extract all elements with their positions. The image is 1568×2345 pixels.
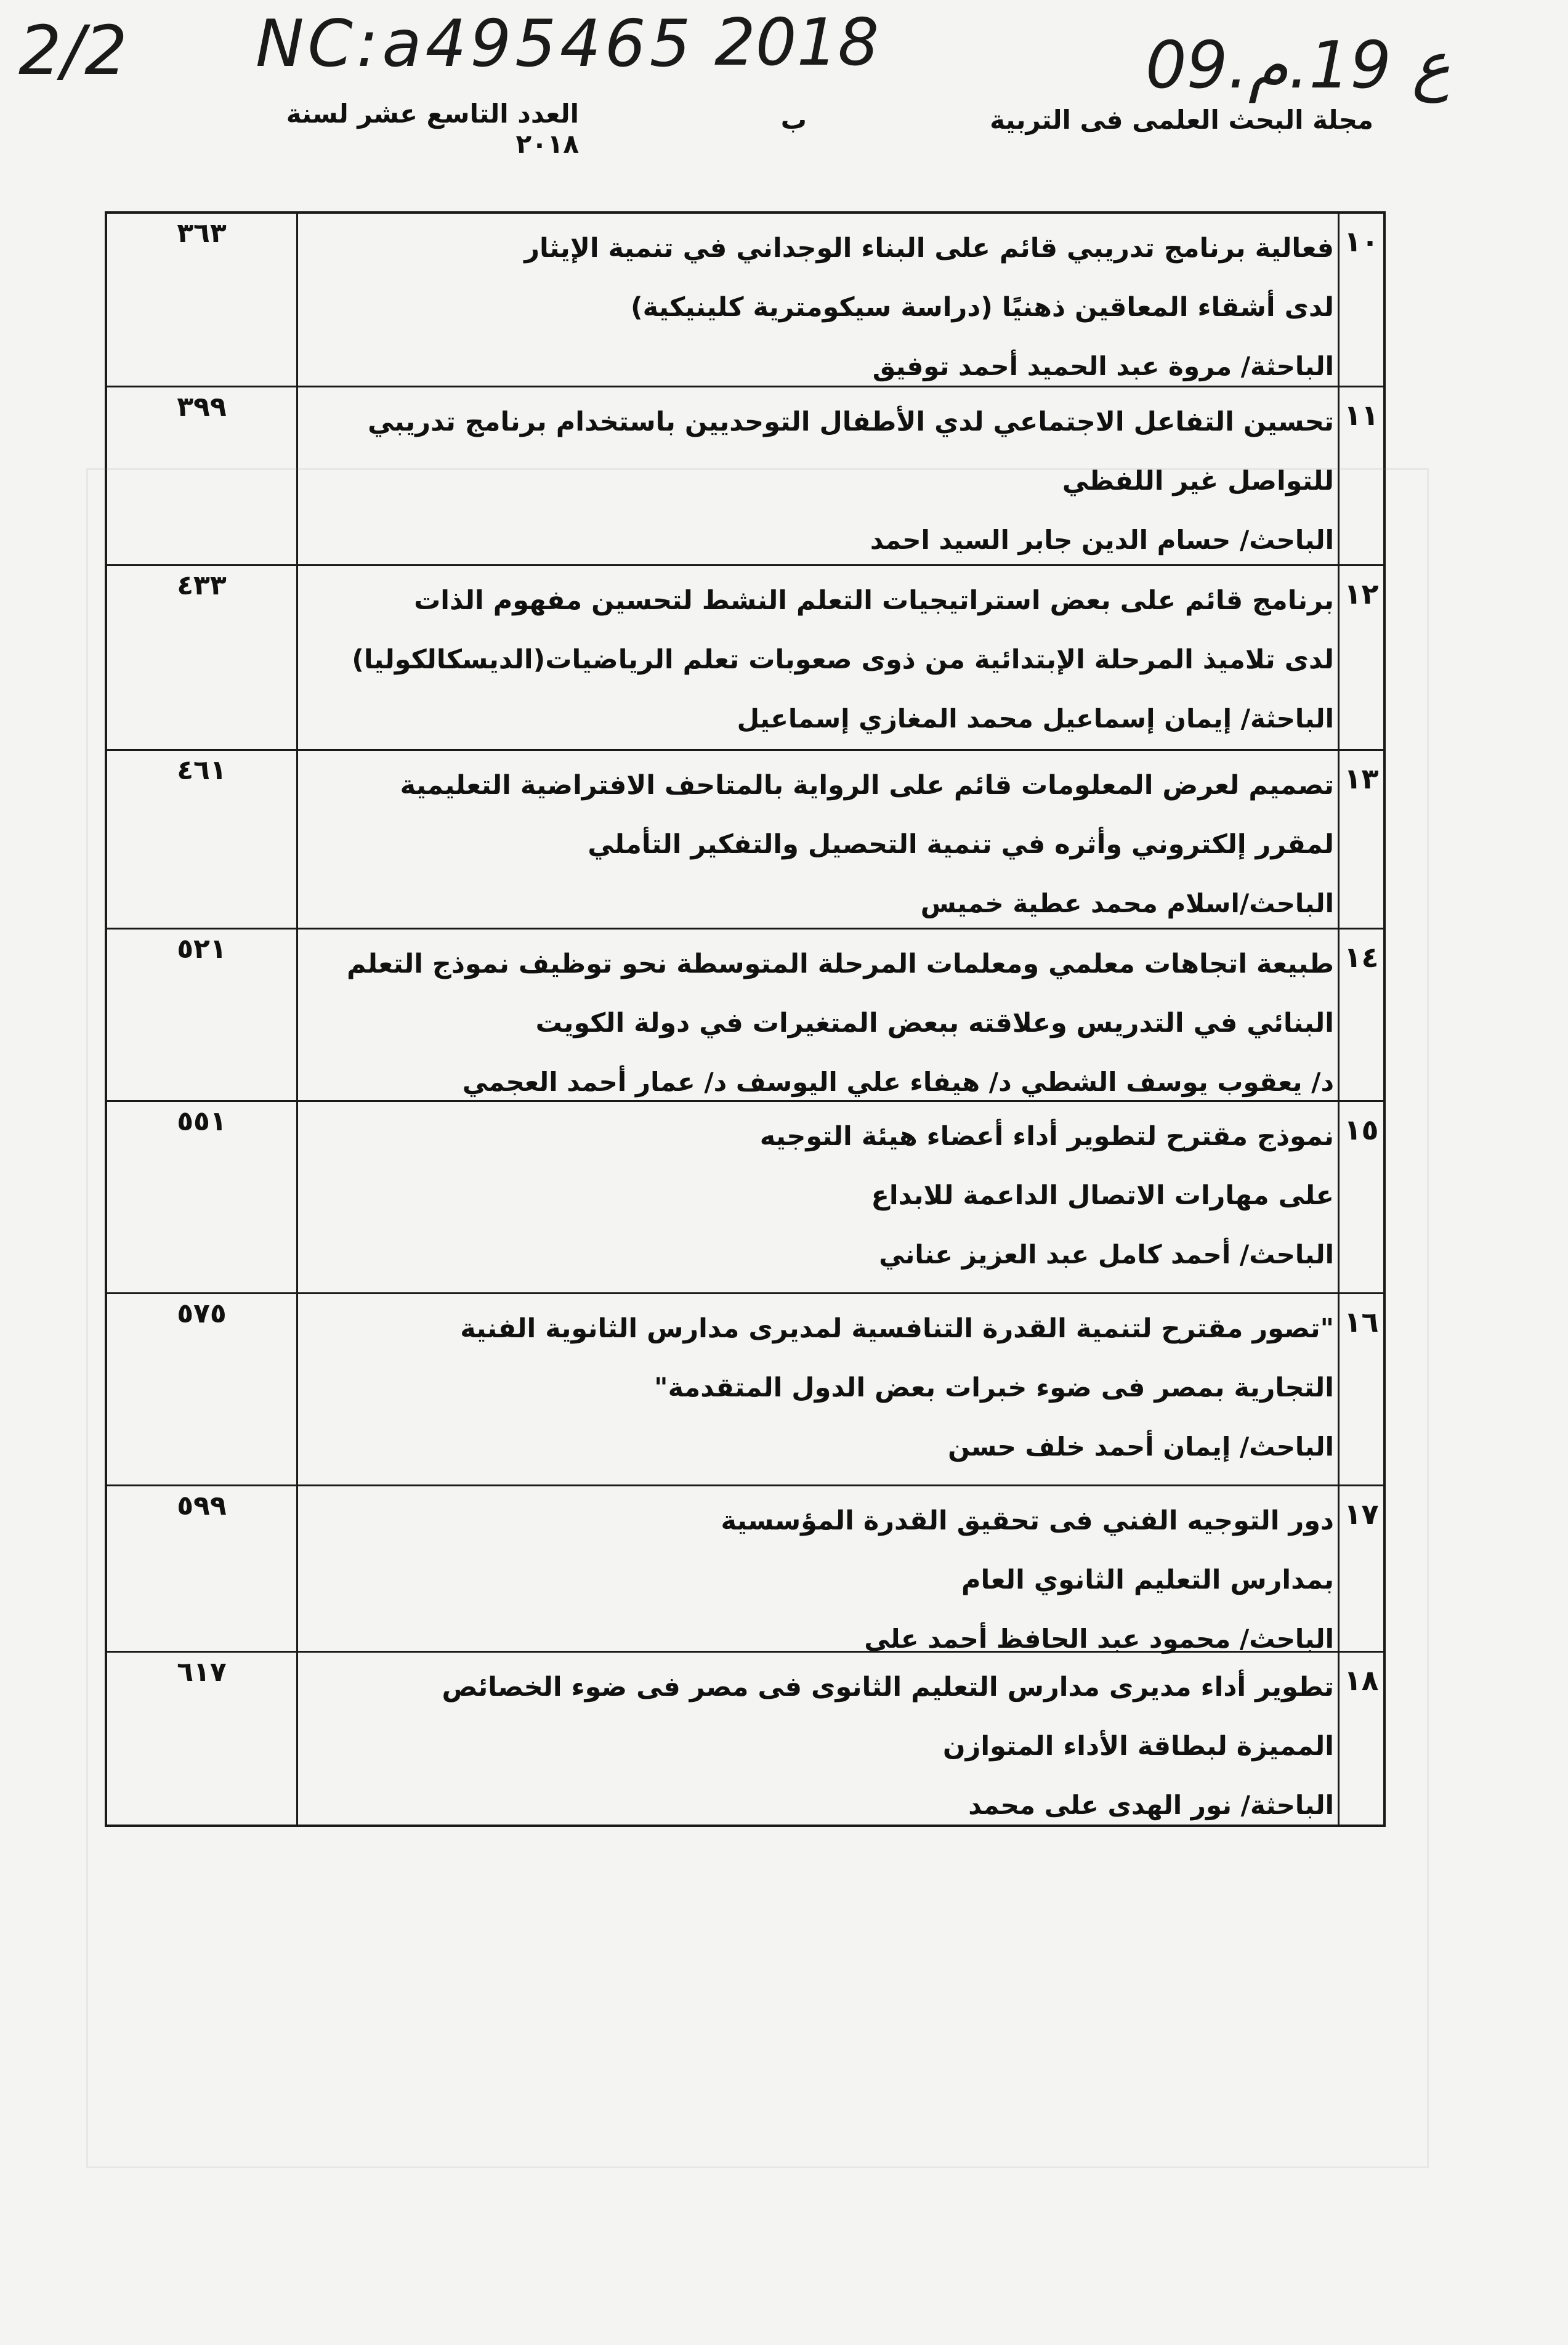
handwritten-page-mark: 2/2 (18, 11, 128, 90)
entry-author: الباحث/اسلام محمد عطية خميس (920, 888, 1334, 918)
entry-page-number: ٣٩٩ (107, 387, 298, 564)
entry-author: الباحث/ محمود عبد الحافظ أحمد على (864, 1624, 1334, 1654)
entry-title-line: طبيعة اتجاهات معلمي ومعلمات المرحلة المتوسطة نحو توظيف نموذج التعلم (346, 949, 1334, 979)
entry-number: ١٥ (1338, 1102, 1383, 1292)
entry-title-line: فعالية برنامج تدريبي قائم على البناء الوجداني في تنمية الإيثار (524, 233, 1334, 264)
entry-number: ١٦ (1338, 1294, 1383, 1484)
entry-title-line: تطوير أداء مديرى مدارس التعليم الثانوى فى مصر فى ضوء الخصائص (442, 1672, 1334, 1703)
entry-page-number: ٥٥١ (107, 1102, 298, 1292)
entry-title-line: دور التوجيه الفني فى تحقيق القدرة المؤسسية (721, 1505, 1334, 1536)
entry-author: الباحث/ أحمد كامل عبد العزيز عناني (879, 1239, 1334, 1270)
entry-title-line: لدى تلاميذ المرحلة الإبتدائية من ذوى صعوبات تعلم الرياضيات(الديسكالكوليا) (352, 644, 1334, 675)
entry-author: الباحثة/ نور الهدى على محمد (968, 1790, 1334, 1820)
entry-number: ١٣ (1338, 751, 1383, 928)
entry-number: ١١ (1338, 387, 1383, 564)
entry-number: ١٧ (1338, 1486, 1383, 1651)
entry-title-line: "تصور مقترح لتنمية القدرة التنافسية لمديرى مدارس الثانوية الفنية (460, 1313, 1334, 1344)
entry-page-number: ٤٦١ (107, 751, 298, 928)
entry-title-line: نموذج مقترح لتطوير أداء أعضاء هيئة التوجيه (759, 1121, 1334, 1152)
section-letter: ب (780, 105, 807, 135)
entry-author: الباحث/ حسام الدين جابر السيد احمد (870, 525, 1334, 555)
entry-title-line: للتواصل غير اللفظي (1062, 466, 1334, 496)
entry-title-line: البنائي في التدريس وعلاقته ببعض المتغيرات في دولة الكويت (535, 1008, 1334, 1039)
entry-title-line: المميزة لبطاقة الأداء المتوازن (942, 1731, 1334, 1762)
entry-title-line: لدى أشقاء المعاقين ذهنيًا (دراسة سيكومترية كلينيكية) (630, 292, 1334, 323)
entry-page-number: ٥٢١ (107, 929, 298, 1100)
handwritten-nc-code: NC:a495465 (256, 6, 695, 81)
entry-title-line: تصميم لعرض المعلومات قائم على الرواية بالمتاحف الافتراضية التعليمية (400, 770, 1334, 801)
entry-page-number: ٣٦٣ (107, 214, 298, 386)
entry-page-number: ٤٣٣ (107, 566, 298, 749)
entry-title-line: برنامج قائم على بعض استراتيجيات التعلم النشط لتحسين مفهوم الذات (414, 585, 1334, 616)
running-header (234, 86, 1373, 159)
bleed-through-outline (86, 468, 1429, 2168)
entry-number: ١٤ (1338, 929, 1383, 1100)
entry-number: ١٠ (1338, 214, 1383, 386)
entry-title-line: لمقرر إلكتروني وأثره في تنمية التحصيل والتفكير التأملي (588, 829, 1334, 860)
entry-title-line: تحسين التفاعل الاجتماعي لدي الأطفال التوحديين باستخدام برنامج تدريبي (368, 407, 1334, 437)
entry-author: د/ يعقوب يوسف الشطي د/ هيفاء علي اليوسف د/ عمار أحمد العجمي (462, 1067, 1334, 1097)
entry-title-line: التجارية بمصر فى ضوء خبرات بعض الدول المتقدمة" (654, 1372, 1334, 1403)
entry-page-number: ٦١٧ (107, 1653, 298, 1825)
entry-content (303, 214, 1334, 386)
handwritten-year: 2018 (714, 5, 879, 80)
entry-author: الباحثة/ إيمان إسماعيل محمد المغازي إسماعيل (737, 703, 1334, 734)
handwritten-date: 09.ع 19.م (1146, 28, 1451, 103)
toc-row (107, 214, 1383, 387)
entry-number: ١٨ (1338, 1653, 1383, 1825)
entry-author: الباحثة/ مروة عبد الحميد أحمد توفيق (872, 351, 1334, 381)
entry-title-line: على مهارات الاتصال الداعمة للابداع (871, 1180, 1334, 1211)
entry-number: ١٢ (1338, 566, 1383, 749)
entry-author: الباحث/ إيمان أحمد خلف حسن (948, 1432, 1334, 1462)
issue-label: العدد التاسع عشر لسنة ٢٠١٨ (286, 99, 579, 159)
entry-page-number: ٥٩٩ (107, 1486, 298, 1651)
journal-title: مجلة البحث العلمى فى التربية (990, 105, 1373, 135)
entry-page-number: ٥٧٥ (107, 1294, 298, 1484)
entry-title-line: بمدارس التعليم الثانوي العام (961, 1565, 1334, 1595)
